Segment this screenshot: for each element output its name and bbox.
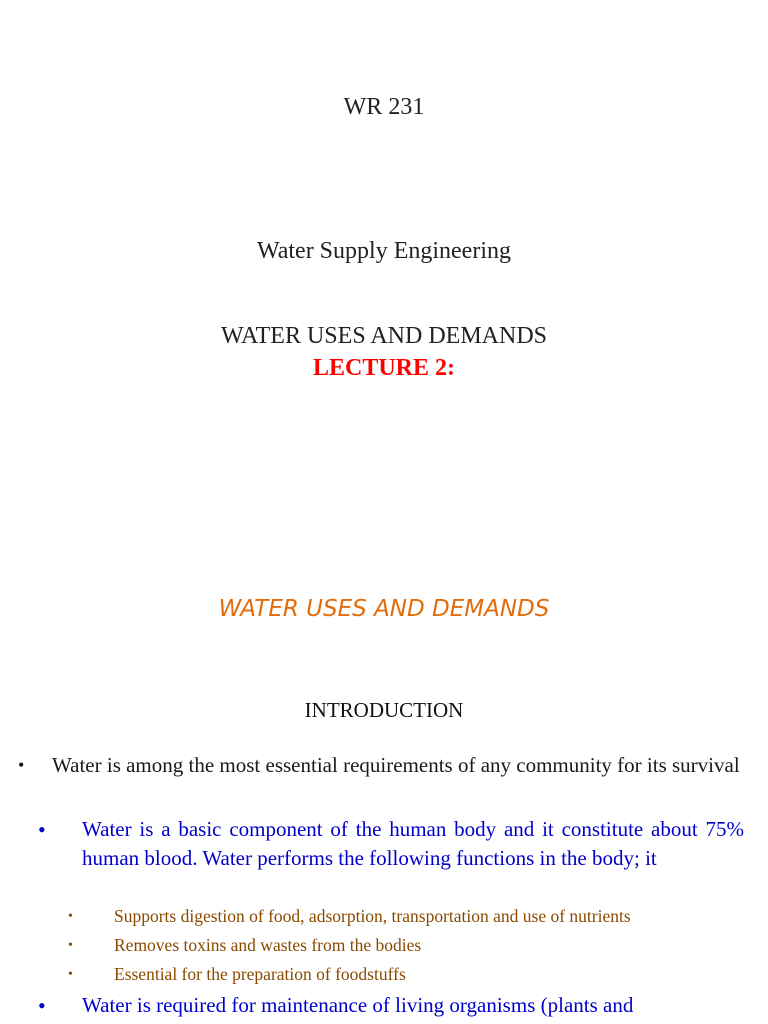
bullet-sub-2-text: Water is required for maintenance of living organisms (plants and (82, 993, 634, 1017)
content-slide (0, 560, 768, 1024)
bullet-mark: • (68, 909, 73, 924)
function-item-text: Supports digestion of food, adsorption, transportation and use of nutrients (114, 906, 631, 926)
bullet-mark: • (18, 755, 25, 775)
function-item-text: Removes toxins and wastes from the bodies (114, 935, 422, 955)
bullet-mark: • (38, 993, 46, 1018)
bullet-mark: • (68, 967, 73, 982)
function-item-text: Essential for the preparation of foodstuffs (114, 964, 406, 984)
bullet-sub-1 (38, 815, 744, 873)
bullet-mark: • (38, 817, 46, 842)
course-name: Water Supply Engineering (256, 238, 511, 264)
bullet-mark: • (68, 938, 73, 953)
bullet-main (18, 750, 744, 780)
function-item (68, 960, 748, 989)
slide-title: WATER USES AND DEMANDS (218, 596, 550, 622)
bullet-main-text: Water is among the most essential requirements of any community for its survival (52, 753, 740, 777)
section-heading: INTRODUCTION (304, 698, 464, 722)
lecture-topic: WATER USES AND DEMANDS (220, 323, 548, 349)
lecture-number: LECTURE 2: (312, 355, 456, 381)
bullet-sub-1-text: Water is a basic component of the human body and it constitute about 75% human blood. Water performs the following functions in the body; it (82, 817, 744, 870)
course-code: WR 231 (343, 94, 425, 120)
function-item (68, 902, 748, 931)
bullet-sub-2 (38, 991, 744, 1020)
function-item (68, 931, 748, 960)
